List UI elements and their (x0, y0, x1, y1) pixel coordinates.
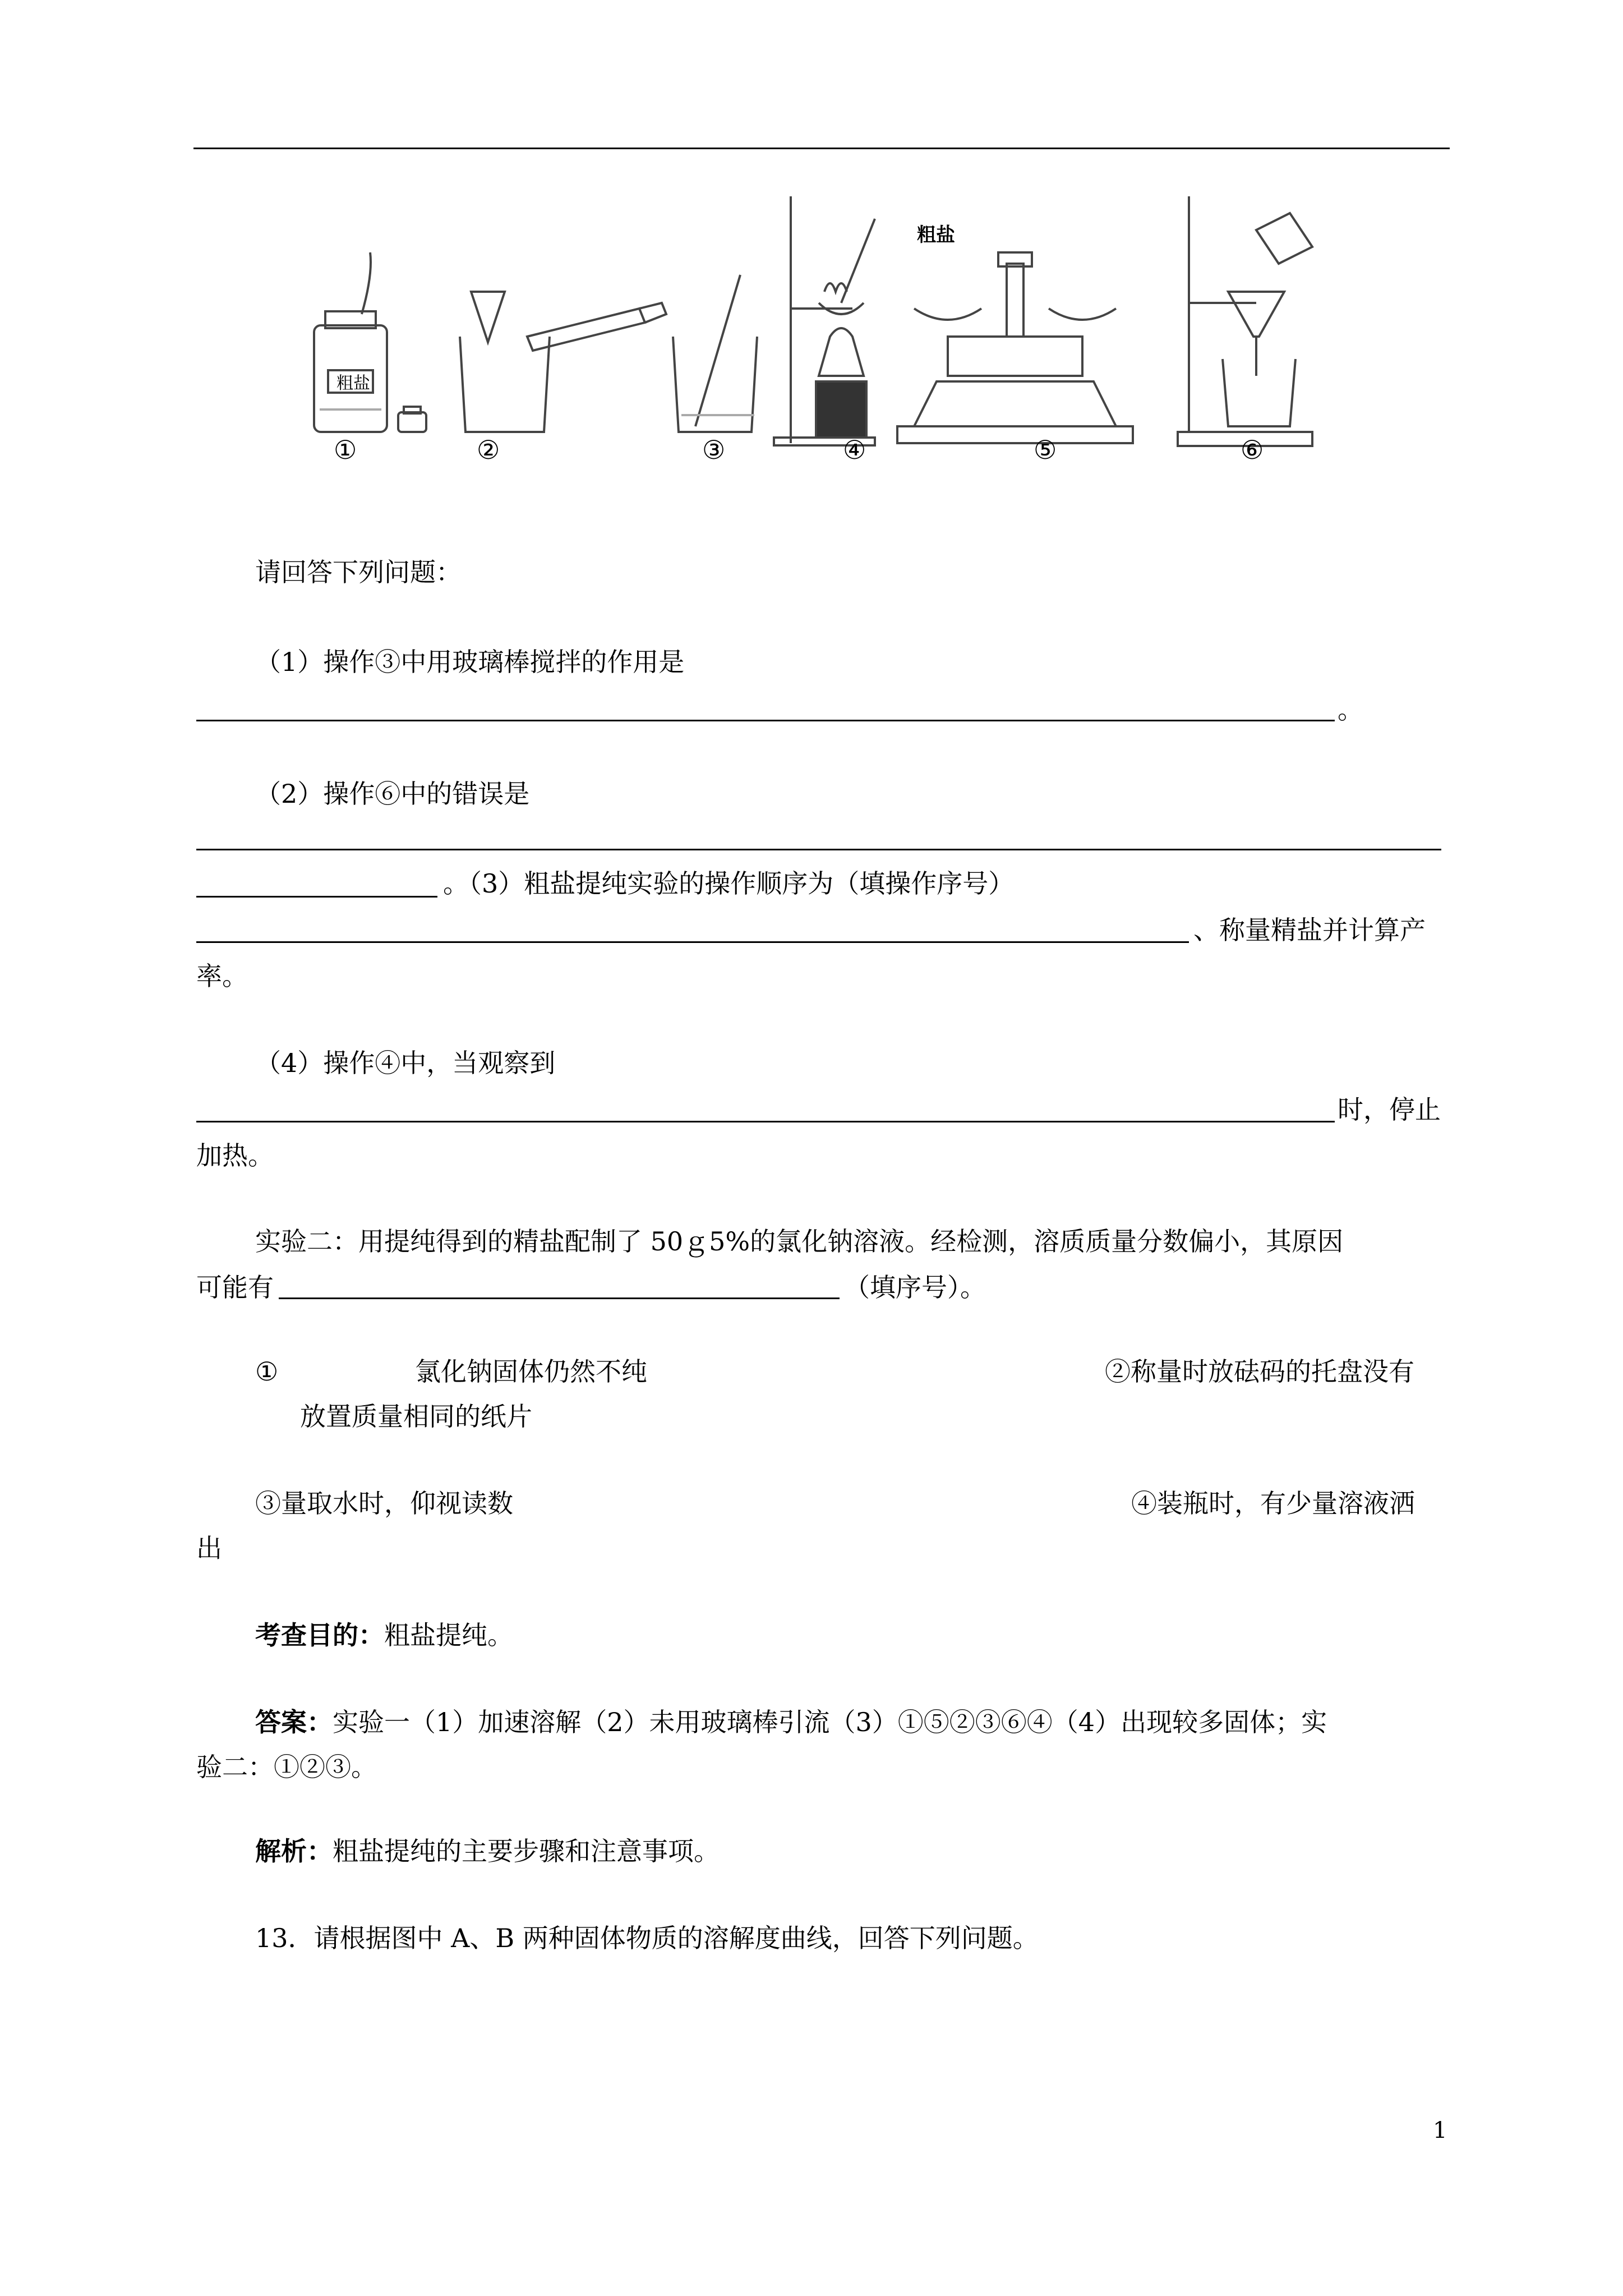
question-1-answer-line[interactable] (196, 720, 1335, 721)
svg-text:粗盐: 粗盐 (917, 224, 955, 246)
question-4-tail-2: 加热。 (196, 1140, 274, 1171)
option-2-line-2: 放置质量相同的纸片 (300, 1401, 532, 1432)
page-number: 1 (1433, 2118, 1447, 2143)
option-2-line-1: ②称量时放砝码的托盘没有 (1105, 1356, 1414, 1387)
question-13: 13．请根据图中 A、B 两种固体物质的溶解度曲线，回答下列问题。 (255, 1923, 1039, 1953)
answer-text: 实验一（1）加速溶解（2）未用玻璃棒引流（3）①⑤②③⑥④（4）出现较多固体；实 (333, 1707, 1327, 1737)
option-3-text: ③量取水时，仰视读数 (255, 1488, 513, 1519)
analysis-line (255, 1834, 720, 1868)
filtration-setup-icon (1178, 196, 1312, 446)
question-3-tail-1: 、称量精盐并计算产 (1193, 915, 1426, 945)
beaker-cylinder-icon (460, 292, 666, 432)
step-number-6: ⑥ (1241, 435, 1264, 465)
option-4-line-2: 出 (196, 1533, 222, 1563)
answer-line-1 (255, 1705, 1327, 1739)
analysis-text: 粗盐提纯的主要步骤和注意事项。 (333, 1836, 720, 1866)
balance-icon (897, 252, 1133, 443)
experiment-2-line-2a: 可能有 (196, 1272, 274, 1303)
apparatus-figure (303, 196, 1335, 477)
step-number-4: ④ (843, 435, 866, 465)
question-4-tail-1: 时，停止 (1338, 1094, 1441, 1125)
experiment-2-answer-line[interactable] (279, 1297, 840, 1299)
answer-line-2: 验二：①②③。 (196, 1752, 377, 1782)
answer-label: 答案： (255, 1707, 333, 1737)
question-2-answer-line-1[interactable] (196, 849, 1441, 850)
question-3-answer-line[interactable] (196, 941, 1189, 943)
step-number-1: ① (334, 435, 357, 465)
stopper-icon (398, 407, 426, 432)
option-1-text: 氯化钠固体仍然不纯 (415, 1356, 647, 1387)
svg-text:粗盐: 粗盐 (336, 374, 370, 393)
analysis-label: 解析： (255, 1836, 333, 1866)
question-4-answer-line[interactable] (196, 1121, 1335, 1122)
step-number-2: ② (477, 435, 500, 465)
question-intro: 请回答下列问题： (255, 557, 462, 587)
stirring-beaker-icon (673, 275, 757, 432)
purpose-text: 粗盐提纯。 (384, 1620, 513, 1650)
step-number-5: ⑤ (1034, 435, 1057, 465)
question-2-tail: 。（3）粗盐提纯实验的操作顺序为（填操作序号） (443, 868, 1015, 899)
question-1-tail: 。 (1338, 694, 1363, 725)
question-1-text: （1）操作③中用玻璃棒搅拌的作用是 (255, 647, 685, 677)
purpose-label: 考查目的： (255, 1620, 384, 1650)
evaporation-setup-icon (774, 196, 875, 445)
experiment-2-line-2b: （填序号）。 (844, 1272, 986, 1303)
step-number-3: ③ (702, 435, 726, 465)
purpose-line (255, 1618, 513, 1652)
reagent-jar-icon (314, 252, 387, 432)
question-3-tail-2: 率。 (196, 961, 248, 991)
question-4-text: （4）操作④中，当观察到 (255, 1048, 556, 1078)
question-2-answer-line-2[interactable] (196, 896, 437, 898)
experiment-2-line-1: 实验二：用提纯得到的精盐配制了 50ｇ5%的氯化钠溶液。经检测，溶质质量分数偏小，其原因 (255, 1226, 1344, 1257)
option-4-line-1: ④装瓶时，有少量溶液洒 (1131, 1488, 1415, 1519)
option-1-number: ① (255, 1356, 279, 1387)
header-rule (193, 148, 1450, 149)
question-2-text: （2）操作⑥中的错误是 (255, 779, 530, 809)
